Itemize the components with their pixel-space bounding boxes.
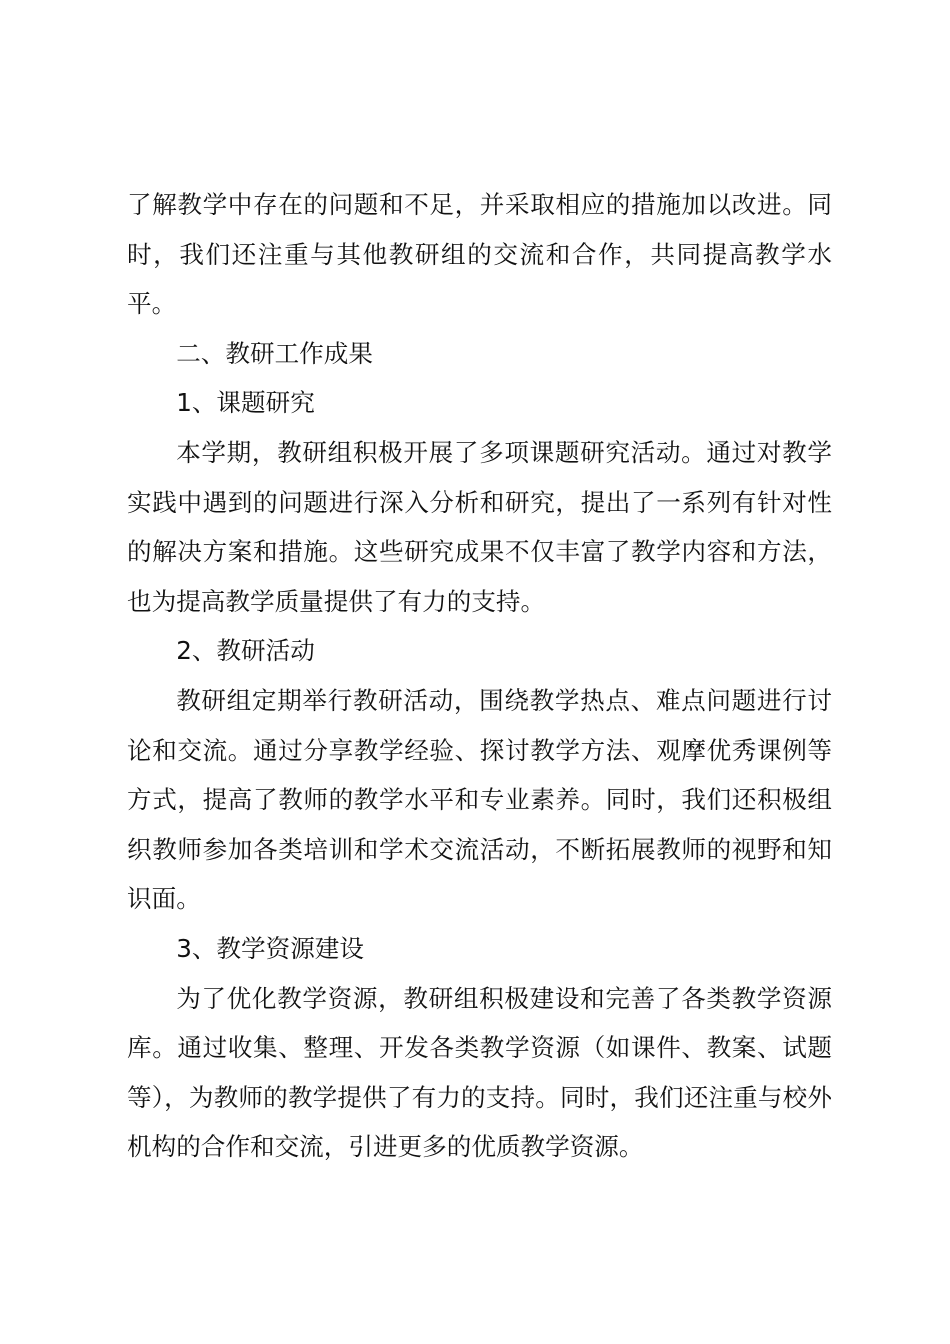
subheading-activities: 2、教研活动	[176, 636, 315, 666]
paragraph-continuation: 了解教学中存在的问题和不足，并采取相应的措施加以改进。同时，我们还注重与其他教研组的交流和合作，共同提高教学水平。	[127, 190, 832, 319]
paragraph-activities: 教研组定期举行教研活动，围绕教学热点、难点问题进行讨论和交流。通过分享教学经验、探讨教学方法、观摩优秀课例等方式，提高了教师的教学水平和专业素养。同时，我们还积极组织教师参加各类培训和学术交流活动，不断拓展教师的视野和知识面。	[127, 685, 832, 914]
document-body	[127, 180, 832, 1172]
paragraph-resources: 为了优化教学资源，教研组积极建设和完善了各类教学资源库。通过收集、整理、开发各类教学资源（如课件、教案、试题等），为教师的教学提供了有力的支持。同时，我们还注重与校外机构的合作和交流，引进更多的优质教学资源。	[127, 983, 832, 1162]
subheading-resources: 3、教学资源建设	[176, 933, 364, 963]
subheading-research: 1、课题研究	[176, 388, 315, 418]
paragraph-research: 本学期，教研组积极开展了多项课题研究活动。通过对教学实践中遇到的问题进行深入分析和研究，提出了一系列有针对性的解决方案和措施。这些研究成果不仅丰富了教学内容和方法，也为提高教学质量提供了有力的支持。	[127, 437, 832, 616]
section-heading-results: 二、教研工作成果	[176, 338, 373, 368]
